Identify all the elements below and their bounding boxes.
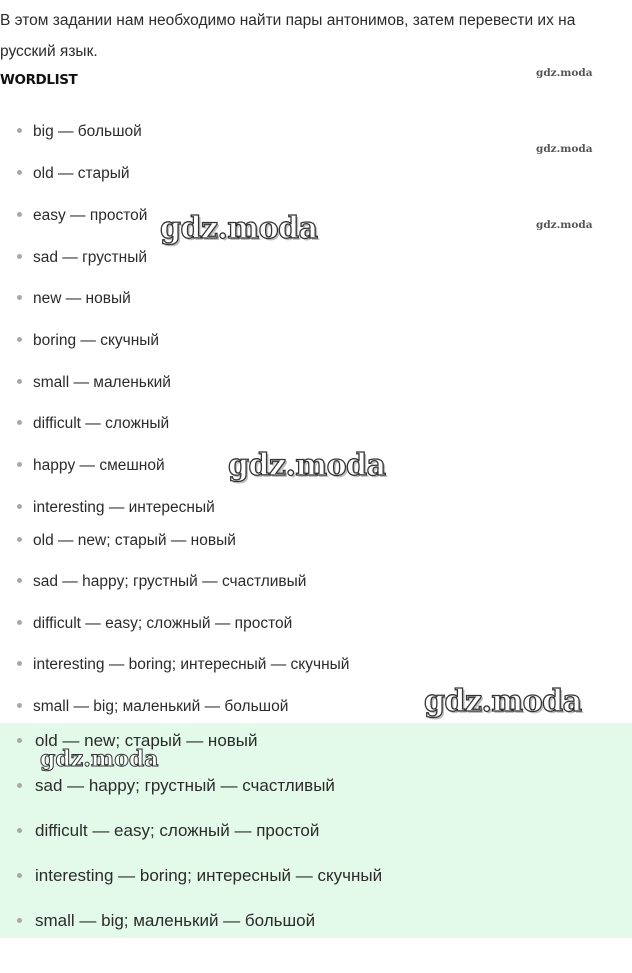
list-item: sad — грустный [17, 248, 147, 268]
bullet-icon [17, 379, 22, 384]
list-item: old — старый [17, 164, 130, 184]
bullet-icon [17, 918, 22, 923]
list-item: happy — смешной [17, 456, 165, 476]
list-item: boring — скучный [17, 331, 159, 351]
bullet-icon [17, 738, 22, 743]
list-item: big — большой [17, 122, 142, 142]
watermark: gdz.moda [536, 143, 593, 155]
list-item: sad — happy; грустный — счастливый [17, 776, 335, 796]
list-item: new — новый [17, 289, 131, 309]
bullet-icon [17, 212, 22, 217]
bullet-icon [17, 128, 22, 133]
bullet-icon [17, 620, 22, 625]
list-item: difficult — сложный [17, 414, 169, 434]
bullet-icon [17, 783, 22, 788]
bullet-icon [17, 337, 22, 342]
list-item: sad — happy; грустный — счастливый [17, 572, 306, 592]
bullet-icon [17, 504, 22, 509]
watermark: gdz.moda [40, 746, 159, 772]
bullet-icon [17, 537, 22, 542]
bullet-icon [17, 295, 22, 300]
watermark: gdz.moda [424, 684, 582, 719]
bullet-icon [17, 578, 22, 583]
bullet-icon [17, 420, 22, 425]
watermark: gdz.moda [536, 67, 593, 79]
list-item: difficult — easy; сложный — простой [17, 614, 292, 634]
list-item: old — new; старый — новый [17, 531, 236, 551]
bullet-icon [17, 170, 22, 175]
list-item: interesting — boring; интересный — скучный [17, 655, 349, 675]
wordlist-heading: WORDLIST [0, 72, 78, 88]
bullet-icon [17, 661, 22, 666]
bullet-icon [17, 462, 22, 467]
bullet-icon [17, 828, 22, 833]
intro-text: В этом задании нам необходимо найти пары антонимов, затем перевести их на русский язык. [0, 12, 576, 60]
bullet-icon [17, 703, 22, 708]
bullet-icon [17, 254, 22, 259]
watermark: gdz.moda [228, 448, 386, 483]
list-item: difficult — easy; сложный — простой [17, 821, 319, 841]
list-item: old — new; старый — новый [17, 731, 258, 751]
watermark: gdz.moda [160, 211, 318, 246]
watermark: gdz.moda [536, 219, 593, 231]
list-item: small — big; маленький — большой [17, 697, 288, 717]
list-item: easy — простой [17, 206, 147, 226]
answer-box [0, 723, 632, 938]
list-item: interesting — интересный [17, 498, 215, 518]
list-item: interesting — boring; интересный — скучный [17, 866, 382, 886]
list-item: small — маленький [17, 373, 171, 393]
list-item: small — big; маленький — большой [17, 911, 315, 931]
bullet-icon [17, 873, 22, 878]
